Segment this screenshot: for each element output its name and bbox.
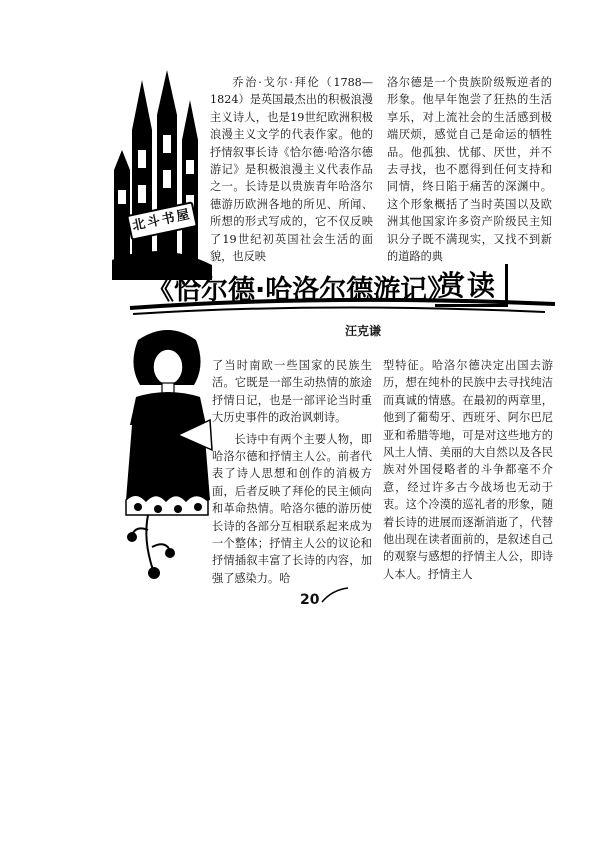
paragraph: 乔治·戈尔·拜伦（1788—1824）是英国最杰出的积极浪漫主义诗人，也是19世纪欧洲积极浪漫主义文学的代表作家。他的抒情叙事长诗《恰尔德·哈洛尔德游记》是积极浪漫主义代表作品之一。长诗是以贵族青年哈洛尔德游历欧洲各地的所见、所闻、所想的形式写成的，它不仅反映了19世纪初英国社会生活的面貌，也反映 — [210, 76, 373, 264]
article-title — [135, 262, 555, 310]
page-number: 20 — [300, 592, 320, 608]
text-column-top-left — [210, 74, 373, 265]
paragraph: 长诗中有两个主要人物，即哈洛尔德和抒情主人公。前者代表了诗人思想和创作的消极方面，后者反映了拜伦的民主倾向和革命热情。哈洛尔德的游历使长诗的各部分互相联系起来成为一个整体；抒情主人公的议论和抒情插叙丰富了长诗的内容，加强了感染力。哈 — [212, 432, 372, 585]
text-column-top-right — [387, 74, 552, 265]
text-column-bottom-right — [383, 357, 553, 583]
author-name: 汪克谦 — [345, 324, 382, 338]
text-column-bottom-left — [212, 357, 372, 587]
column-badge: 北斗书屋 — [126, 201, 198, 241]
title-text: 《恰尔德·哈洛尔德游记》 — [147, 275, 455, 306]
title-tag: 赏读 — [435, 264, 508, 307]
lady-illustration — [118, 325, 213, 585]
paragraph: 了当时南欧一些国家的民族生活。它既是一部生动热情的旅途抒情日记，也是一部评论当时重大历史事件的政治讽刺诗。 — [212, 359, 372, 425]
page-number-flourish — [320, 586, 350, 606]
paragraph: 型特征。哈洛尔德决定出国去游历，想在纯朴的民族中去寻找纯洁而真诚的情感。在最初的两章里，他到了葡萄牙、西班牙、阿尔巴尼亚和希腊等地，可是对这些地方的风土人情、美丽的大自然以及各民族对外国侵略者的斗争都毫不介意，经过许多古今战场也无动于衷。这个冷漠的巡礼者的形象，随着长诗的进展而逐渐消逝了，代替他出现在读者面前的，是叙述自己的观察与感想的抒情主人公，即诗人本人。抒情主人 — [383, 359, 553, 581]
castle-illustration — [112, 70, 212, 280]
paragraph: 洛尔德是一个贵族阶级叛逆者的形象。他早年饱尝了狂热的生活享乐，对上流社会的生活感到极端厌烦，感觉自己是命运的牺牲品。他孤独、忧郁、厌世，并不去寻找，也不愿得到任何支持和同情，终日陷于痛苦的深渊中。这个形象概括了当时英国以及欧洲其他国家许多资产阶级民主知识分子既不满现实，又找不到新的道路的典 — [387, 76, 552, 264]
